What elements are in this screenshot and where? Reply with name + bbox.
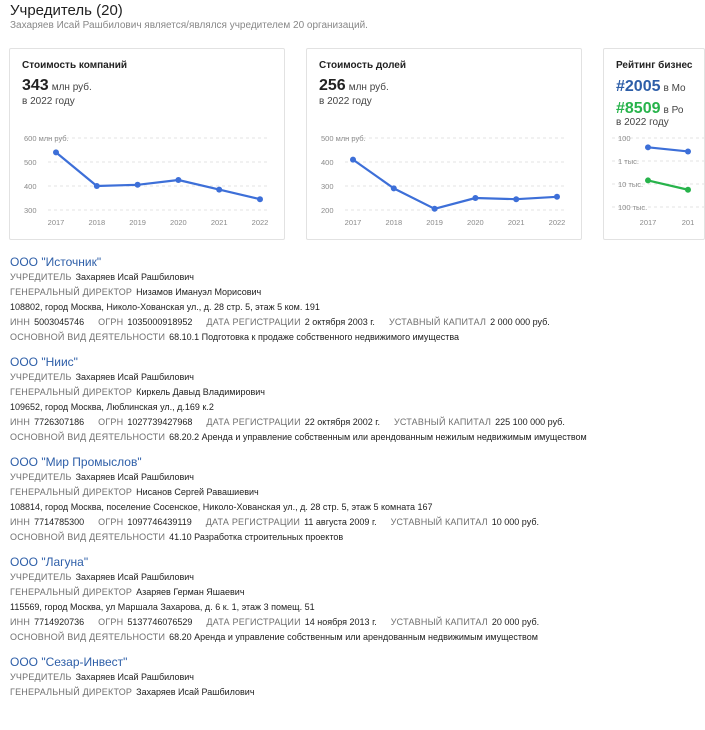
shares-value-chart [307,134,581,234]
data-point [554,194,560,200]
ogrn-label: ОГРН [98,317,124,327]
series-line [648,180,688,189]
founder-row [10,670,688,685]
data-point [685,187,691,193]
x-tick-label: 2022 [251,218,269,227]
ogrn-value: 1027739427968 [127,417,193,427]
director-value[interactable]: Захаряев Исай Рашбилович [136,687,255,697]
value-unit: млн руб. [51,82,92,93]
company-item [10,454,688,545]
card-title: Стоимость долей [319,60,407,71]
address-value: 108814, город Москва, поселение Сосенское, Николо-Хованская ул., д. 28 стр. 5, этаж 5 комната 167 [10,502,433,512]
value-unit: млн руб. [348,82,389,93]
x-tick-label: 2020 [467,218,484,227]
founder-label: УЧРЕДИТЕЛЬ [10,672,72,682]
y-tick-label: 1 тыс. [618,157,639,166]
data-point [513,196,519,202]
director-value[interactable]: Нисанов Сергей Равашиевич [136,487,259,497]
data-point [175,177,181,183]
rank-russia-location: в Ро [663,105,684,116]
x-tick-label: 2022 [548,218,566,227]
inn-label: ИНН [10,417,31,427]
capital-value: 20 000 руб. [491,617,540,627]
address-value: 109652, город Москва, Люблинская ул., д.169 к.2 [10,402,214,412]
founder-row [10,370,688,385]
company-list [10,254,688,709]
x-tick-label: 2019 [426,218,443,227]
ogrn-label: ОГРН [98,417,124,427]
series-line [648,147,688,151]
founder-value[interactable]: Захаряев Исай Рашбилович [75,372,194,382]
company-name-link[interactable]: ООО "Источник" [10,255,102,269]
activity-value: 68.20.2 Аренда и управление собственным или арендованным нежилым недвижимым имуществом [169,432,587,442]
data-point [645,144,651,150]
director-row [10,485,688,500]
registry-row [10,515,688,530]
y-tick-label: 300 [24,206,37,215]
ogrn-value: 5137746076529 [127,617,193,627]
x-tick-label: 2017 [47,218,65,227]
ogrn-value: 1035000918952 [127,317,193,327]
founder-value[interactable]: Захаряев Исай Рашбилович [75,572,194,582]
shares-value: 256 [319,77,346,94]
founder-row [10,470,688,485]
founder-label: УЧРЕДИТЕЛЬ [10,272,72,282]
founder-value[interactable]: Захаряев Исай Рашбилович [75,472,194,482]
capital-label: УСТАВНЫЙ КАПИТАЛ [390,617,488,627]
x-tick-label: 2018 [385,218,403,227]
x-tick-label: 2021 [507,218,525,227]
shares-value-card[interactable] [306,48,582,240]
inn-value: 7714785300 [34,517,85,527]
year-label: в 2022 году [22,96,75,107]
director-value[interactable]: Низамов Имануэл Морисович [136,287,262,297]
y-tick-label: 300 [321,182,334,191]
founder-value[interactable]: Захаряев Исай Рашбилович [75,672,194,682]
y-tick-label: 400 [24,182,37,191]
ogrn-label: ОГРН [98,517,124,527]
rank-russia: #8509 [616,100,661,117]
company-name-link[interactable]: ООО "Ниис" [10,355,78,369]
founder-label: УЧРЕДИТЕЛЬ [10,472,72,482]
inn-label: ИНН [10,617,31,627]
director-value[interactable]: Киркель Давыд Владимирович [136,387,265,397]
capital-label: УСТАВНЫЙ КАПИТАЛ [393,417,492,427]
company-name-link[interactable]: ООО "Сезар-Инвест" [10,655,128,669]
companies-value-chart [10,134,284,234]
year-label: в 2022 году [319,96,372,107]
founder-row [10,570,688,585]
card-title: Рейтинг бизнес [616,60,693,71]
capital-label: УСТАВНЫЙ КАПИТАЛ [390,517,488,527]
reg-date-label: ДАТА РЕГИСТРАЦИИ [206,417,301,427]
address-value: 115569, город Москва, ул Маршала Захарова, д. 6 к. 1, этаж 3 помещ. 51 [10,602,315,612]
data-point [257,196,263,202]
director-row [10,685,688,700]
activity-label: ОСНОВНОЙ ВИД ДЕЯТЕЛЬНОСТИ [10,332,166,342]
inn-value: 7726307186 [34,417,85,427]
y-tick-label: 500 [24,158,37,167]
inn-label: ИНН [10,517,31,527]
inn-value: 7714920736 [34,617,85,627]
activity-label: ОСНОВНОЙ ВИД ДЕЯТЕЛЬНОСТИ [10,632,166,642]
address-row [10,600,688,615]
inn-label: ИНН [10,317,31,327]
capital-label: УСТАВНЫЙ КАПИТАЛ [388,317,487,327]
company-item [10,654,688,700]
y-tick-label: 500 млн руб. [321,134,366,143]
y-tick-label: 100 тыс. [618,203,648,212]
reg-date-label: ДАТА РЕГИСТРАЦИИ [205,517,301,527]
year-label: в 2022 году [616,117,669,128]
business-rating-card[interactable] [603,48,705,240]
director-label: ГЕНЕРАЛЬНЫЙ ДИРЕКТОР [10,687,133,697]
card-title: Стоимость компаний [22,60,128,71]
y-tick-label: 10 тыс. [618,180,644,189]
activity-label: ОСНОВНОЙ ВИД ДЕЯТЕЛЬНОСТИ [10,532,166,542]
reg-date-label: ДАТА РЕГИСТРАЦИИ [206,317,301,327]
data-point [685,148,691,154]
inn-value: 5003045746 [34,317,85,327]
rank-moscow-location: в Мо [663,83,686,94]
reg-date-value: 22 октября 2002 г. [304,417,380,427]
x-tick-label: 2021 [210,218,228,227]
director-label: ГЕНЕРАЛЬНЫЙ ДИРЕКТОР [10,387,133,397]
companies-value-card[interactable] [9,48,285,240]
address-row [10,400,688,415]
reg-date-label: ДАТА РЕГИСТРАЦИИ [206,617,301,627]
director-label: ГЕНЕРАЛЬНЫЙ ДИРЕКТОР [10,487,133,497]
x-tick-label: 2020 [170,218,187,227]
company-item [10,354,688,445]
x-tick-label: 2017 [344,218,362,227]
reg-date-value: 11 августа 2009 г. [304,517,377,527]
y-tick-label: 400 [321,158,334,167]
address-row [10,300,688,315]
rating-chart [604,134,704,234]
director-row [10,385,688,400]
director-row [10,585,688,600]
capital-value: 2 000 000 руб. [490,317,550,327]
director-row [10,285,688,300]
companies-value: 343 [22,77,49,94]
founder-value[interactable]: Захаряев Исай Рашбилович [75,272,194,282]
founder-label: УЧРЕДИТЕЛЬ [10,372,72,382]
registry-row [10,615,688,630]
data-point [135,182,141,188]
reg-date-value: 2 октября 2003 г. [304,317,375,327]
data-point [350,157,356,163]
x-tick-label: 2017 [639,218,657,227]
activity-row [10,330,688,345]
address-row [10,500,688,515]
director-value[interactable]: Азаряев Герман Яшаевич [136,587,245,597]
x-tick-label: 2018 [88,218,106,227]
capital-value: 10 000 руб. [491,517,539,527]
data-point [472,195,478,201]
director-label: ГЕНЕРАЛЬНЫЙ ДИРЕКТОР [10,287,133,297]
x-tick-label: 201 [681,218,695,227]
y-tick-label: 100 [618,134,631,143]
activity-row [10,630,688,645]
founder-row [10,270,688,285]
series-line [56,152,260,199]
activity-row [10,430,688,445]
registry-row [10,315,688,330]
activity-value: 68.10.1 Подготовка к продаже собственного недвижимого имущества [169,332,460,342]
activity-label: ОСНОВНОЙ ВИД ДЕЯТЕЛЬНОСТИ [10,432,166,442]
data-point [216,187,222,193]
rank-moscow: #2005 [616,78,661,95]
x-tick-label: 2019 [129,218,146,227]
page-subtitle: Захаряев Исай Рашбилович является/являлся учредителем 20 организаций. [10,20,368,31]
company-item [10,254,688,345]
company-name-link[interactable]: ООО "Мир Промыслов" [10,455,142,469]
page-title: Учредитель (20) [10,2,123,19]
activity-value: 41.10 Разработка строительных проектов [169,532,344,542]
series-line [353,160,557,209]
activity-value: 68.20 Аренда и управление собственным или арендованным недвижимым имуществом [169,632,538,642]
capital-value: 225 100 000 руб. [495,417,565,427]
director-label: ГЕНЕРАЛЬНЫЙ ДИРЕКТОР [10,587,133,597]
ogrn-label: ОГРН [98,617,124,627]
registry-row [10,415,688,430]
data-point [53,149,59,155]
data-point [432,206,438,212]
address-value: 108802, город Москва, Николо-Хованская ул., д. 28 стр. 5, этаж 5 ком. 191 [10,302,320,312]
company-name-link[interactable]: ООО "Лагуна" [10,555,89,569]
activity-row [10,530,688,545]
data-point [391,185,397,191]
y-tick-label: 600 млн руб. [24,134,69,143]
reg-date-value: 14 ноября 2013 г. [304,617,377,627]
company-item [10,554,688,645]
founder-label: УЧРЕДИТЕЛЬ [10,572,72,582]
y-tick-label: 200 [321,206,334,215]
data-point [645,177,651,183]
ogrn-value: 1097746439119 [127,517,192,527]
data-point [94,183,100,189]
